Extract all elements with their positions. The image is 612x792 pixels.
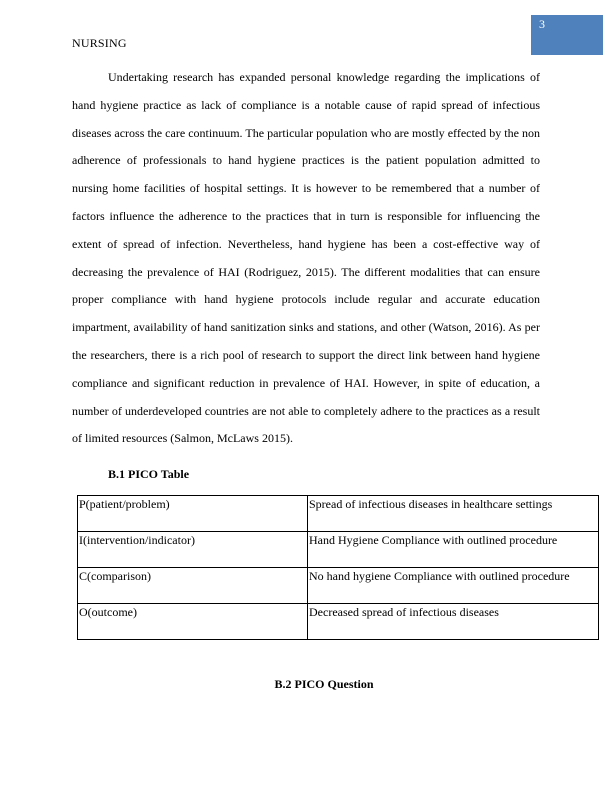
- pico-table-heading: B.1 PICO Table: [108, 467, 190, 481]
- page-number: 3: [539, 17, 545, 31]
- table-row: [78, 532, 599, 568]
- body-paragraph: Undertaking research has expanded personal knowledge regarding the implications of hand hygiene practice as lack of compliance is a notable cause of rapid spread of infectious diseases across the care continuum. The particular population who are mostly effected by the non adherence of professionals to hand hygiene practices is the patient population admitted to nursing home facilities of hospital settings. It is however to be remembered that a number of factors influence the adherence to the practices that in turn is responsible for influencing the extent of spread of infection. Nevertheless, hand hygiene has been a cost-effective way of decreasing the prevalence of HAI (Rodriguez, 2015). The different modalities that can ensure proper compliance with hand hygiene protocols include regular and accurate education impartment, availability of hand sanitization sinks and stations, and other (Watson, 2016). As per the researchers, there is a rich pool of research to support the direct link between hand hygiene compliance and significant reduction in prevalence of HAI. However, in spite of education, a number of underdeveloped countries are not able to completely adhere to the practices as a result of limited resources (Salmon, McLaws 2015).: [72, 70, 540, 446]
- pico-label-cell: O(outcome): [78, 604, 308, 640]
- page-number-box: [531, 15, 603, 55]
- pico-question-heading: B.2 PICO Question: [274, 677, 374, 691]
- table-row: [78, 604, 599, 640]
- table-row: [78, 496, 599, 532]
- pico-value-cell: Decreased spread of infectious diseases: [308, 604, 599, 640]
- pico-value-cell: Spread of infectious diseases in healthcare settings: [308, 496, 599, 532]
- pico-label-cell: C(comparison): [78, 568, 308, 604]
- pico-value-cell: No hand hygiene Compliance with outlined procedure: [308, 568, 599, 604]
- pico-table: [77, 495, 599, 640]
- pico-value-cell: Hand Hygiene Compliance with outlined procedure: [308, 532, 599, 568]
- pico-label-cell: P(patient/problem): [78, 496, 308, 532]
- table-row: [78, 568, 599, 604]
- pico-label-cell: I(intervention/indicator): [78, 532, 308, 568]
- running-head: NURSING: [72, 36, 127, 50]
